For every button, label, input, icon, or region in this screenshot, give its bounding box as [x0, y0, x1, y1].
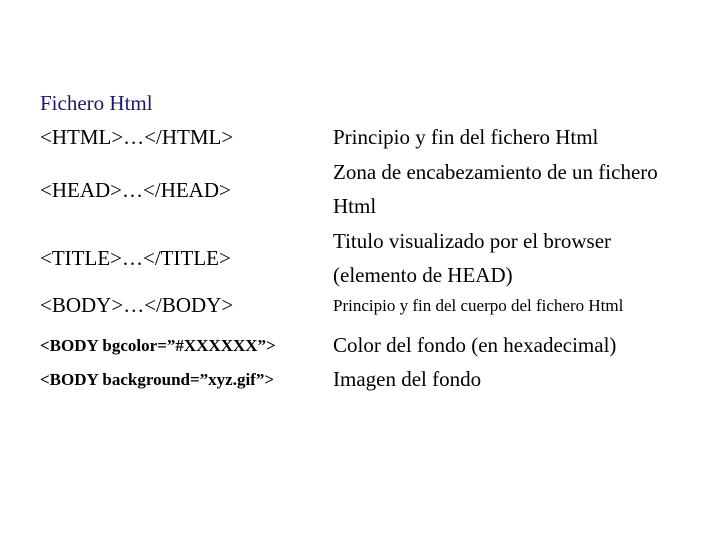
description-html: Principio y fin del fichero Html: [333, 125, 599, 149]
description-title: Titulo visualizado por el browser (elemento de HEAD): [333, 229, 612, 287]
description-bgcolor: Color del fondo (en hexadecimal): [333, 333, 617, 357]
tag-html: <HTML>…</HTML>: [40, 125, 234, 149]
tag-head: <HEAD>…</HEAD>: [40, 178, 231, 202]
tag-body: <BODY>…</BODY>: [40, 293, 234, 317]
description-background: Imagen del fondo: [333, 367, 482, 391]
document-heading: Fichero Html: [40, 91, 153, 115]
tag-body-bgcolor: <BODY bgcolor=”#XXXXXX”>: [40, 336, 276, 355]
description-head: Zona de encabezamiento de un fichero Html: [333, 160, 658, 218]
tag-body-background: <BODY background=”xyz.gif”>: [40, 370, 275, 389]
tag-title: <TITLE>…</TITLE>: [40, 246, 231, 270]
description-body: Principio y fin del cuerpo del fichero Html: [333, 296, 624, 315]
